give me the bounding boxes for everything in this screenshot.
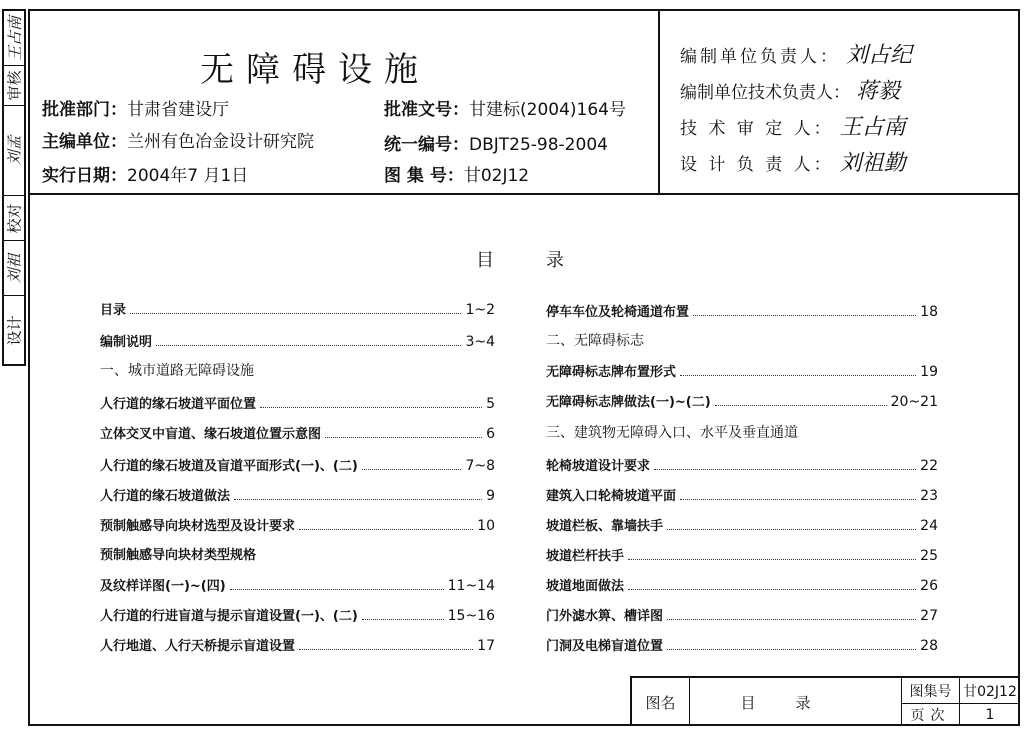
title-block <box>630 676 1020 726</box>
toc-entry-page: 20~21 <box>890 394 938 410</box>
toc-entry <box>546 574 938 594</box>
signature: 刘祖勤 <box>839 151 906 176</box>
signature: 王占南 <box>839 115 906 140</box>
toc-entry <box>100 604 495 624</box>
toc-entry-title: 人行道的缘石坡道及盲道平面形式(一)、(二) <box>100 459 358 474</box>
toc-entry-title: 目录 <box>100 303 127 318</box>
toc-section-heading: 二、无障碍标志 <box>546 333 644 349</box>
toc-entry-page: 17 <box>477 638 495 654</box>
toc-entry-title: 坡道地面做法 <box>546 579 625 594</box>
toc-entry-title: 人行道的行进盲道与提示盲道设置(一)、(二) <box>100 609 358 624</box>
drawing-name-value: 目录 <box>690 678 902 726</box>
atlas-number: 图 集 号：甘02J12 <box>384 166 530 186</box>
toc-entry-page: 28 <box>920 638 938 654</box>
audit-signature-2: 刘孟 <box>4 106 24 196</box>
page-no-label: 页次 <box>902 704 960 726</box>
toc-entry-title: 无障碍标志牌布置形式 <box>546 365 677 380</box>
effective-date: 实行日期：2004年7 月1日 <box>42 166 249 186</box>
toc-leader-dots <box>130 312 461 314</box>
tech-head: 编制单位技术负责人： 蒋毅 <box>680 79 901 104</box>
toc-entry <box>546 300 938 320</box>
toc-entry-title: 无障碍标志牌做法(一)~(二) <box>546 395 711 410</box>
toc-leader-dots <box>628 558 916 560</box>
approval-number: 批准文号：甘建标(2004)164号 <box>384 100 626 120</box>
signature: 刘占纪 <box>846 43 913 68</box>
toc-entry-page: 6 <box>486 426 495 442</box>
audit-label: 审核 <box>4 66 24 106</box>
toc-leader-dots <box>362 618 444 620</box>
toc-leader-dots <box>667 528 916 530</box>
toc-entry-page: 22 <box>920 458 938 474</box>
toc-entry <box>546 454 938 474</box>
toc-entry <box>100 422 495 442</box>
toc-leader-dots <box>299 648 473 650</box>
toc-entry <box>100 574 495 594</box>
signature: 蒋毅 <box>856 79 901 104</box>
toc-entry <box>100 392 495 412</box>
toc-entry <box>546 604 938 624</box>
toc-entry <box>546 360 938 380</box>
header-divider <box>658 9 660 195</box>
toc-entry <box>546 544 938 564</box>
toc-entry <box>100 484 495 504</box>
toc-leader-dots <box>234 498 482 500</box>
toc-leader-dots <box>628 588 916 590</box>
toc-entry-page: 19 <box>920 364 938 380</box>
design-signature: 刘祖 <box>4 241 24 296</box>
toc-section-heading: 预制触感导向块材类型规格 <box>100 548 257 563</box>
toc-section-heading: 三、建筑物无障碍入口、水平及垂直通道 <box>546 425 798 441</box>
toc-leader-dots <box>260 406 482 408</box>
toc-leader-dots <box>667 618 916 620</box>
page-no-value: 1 <box>985 707 995 723</box>
toc-entry-page: 3~4 <box>465 334 495 350</box>
toc-entry-title: 预制触感导向块材选型及设计要求 <box>100 519 296 534</box>
toc-entry-title: 及纹样详图(一)~(四) <box>100 579 226 594</box>
toc-entry-page: 18 <box>920 304 938 320</box>
unit-head: 编制单位负责人： 刘占纪 <box>680 43 913 68</box>
toc-entry <box>100 514 495 534</box>
toc-entry <box>546 484 938 504</box>
toc-entry-title: 人行道的缘石坡道做法 <box>100 489 231 504</box>
toc-entry <box>546 514 938 534</box>
toc-leader-dots <box>715 404 887 406</box>
unified-number: 统一编号：DBJT25-98-2004 <box>384 135 608 155</box>
toc-entry-page: 1~2 <box>465 302 495 318</box>
toc-entry-page: 27 <box>920 608 938 624</box>
toc-entry-page: 26 <box>920 578 938 594</box>
tech-reviewer: 技 术 审 定 人： 王占南 <box>680 115 906 140</box>
toc-leader-dots <box>362 468 462 470</box>
atlas-no-label: 图集号 <box>902 678 960 704</box>
toc-entry-page: 23 <box>920 488 938 504</box>
toc-leader-dots <box>667 648 916 650</box>
approval-dept: 批准部门：甘肃省建设厅 <box>42 100 229 120</box>
design-label: 设计 <box>5 314 24 346</box>
approval-strip <box>2 9 26 366</box>
toc-entry-page: 5 <box>486 396 495 412</box>
toc-entry-title: 编制说明 <box>100 335 153 350</box>
toc-leader-dots <box>693 314 916 316</box>
toc-entry-page: 15~16 <box>447 608 495 624</box>
audit-signature: 王占南 <box>4 11 24 66</box>
toc-leader-dots <box>680 374 916 376</box>
editing-unit: 主编单位：兰州有色冶金设计研究院 <box>42 132 314 152</box>
toc-entry-page: 24 <box>920 518 938 534</box>
drawing-name-label: 图名 <box>632 678 690 726</box>
toc-entry-title: 轮椅坡道设计要求 <box>546 459 651 474</box>
toc-leader-dots <box>654 468 916 470</box>
toc-leader-dots <box>680 498 916 500</box>
toc-entry-page: 9 <box>486 488 495 504</box>
toc-entry-title: 停车车位及轮椅通道布置 <box>546 305 690 320</box>
toc-entry-title: 门外滤水箅、槽详图 <box>546 609 664 624</box>
toc-entry-title: 立体交叉中盲道、缘石坡道位置示意图 <box>100 427 322 442</box>
toc-title: 目录 <box>476 250 616 271</box>
toc-entry <box>100 330 495 350</box>
toc-leader-dots <box>230 588 444 590</box>
toc-entry <box>100 454 495 474</box>
atlas-no-value: 甘02J12 <box>960 678 1020 704</box>
toc-leader-dots <box>325 436 482 438</box>
toc-entry-page: 10 <box>477 518 495 534</box>
toc-entry-title: 门洞及电梯盲道位置 <box>546 639 664 654</box>
toc-leader-dots <box>156 344 461 346</box>
toc-entry <box>546 634 938 654</box>
toc-entry-title: 坡道栏板、靠墙扶手 <box>546 519 664 534</box>
toc-entry-page: 11~14 <box>447 578 495 594</box>
toc-entry-title: 人行道的缘石坡道平面位置 <box>100 397 257 412</box>
design-lead: 设 计 负 责 人： 刘祖勤 <box>680 151 906 176</box>
toc-entry <box>546 390 938 410</box>
toc-section-heading: 一、城市道路无障碍设施 <box>100 363 254 379</box>
toc-entry-title: 人行地道、人行天桥提示盲道设置 <box>100 639 296 654</box>
check-label: 校对 <box>4 196 24 241</box>
toc-entry <box>100 298 495 318</box>
toc-entry-page: 7~8 <box>465 458 495 474</box>
toc-entry-title: 坡道栏杆扶手 <box>546 549 625 564</box>
atlas-title: 无障碍设施 <box>200 50 430 90</box>
toc-entry <box>100 634 495 654</box>
toc-entry-title: 建筑入口轮椅坡道平面 <box>546 489 677 504</box>
toc-entry-page: 25 <box>920 548 938 564</box>
toc-leader-dots <box>299 528 473 530</box>
